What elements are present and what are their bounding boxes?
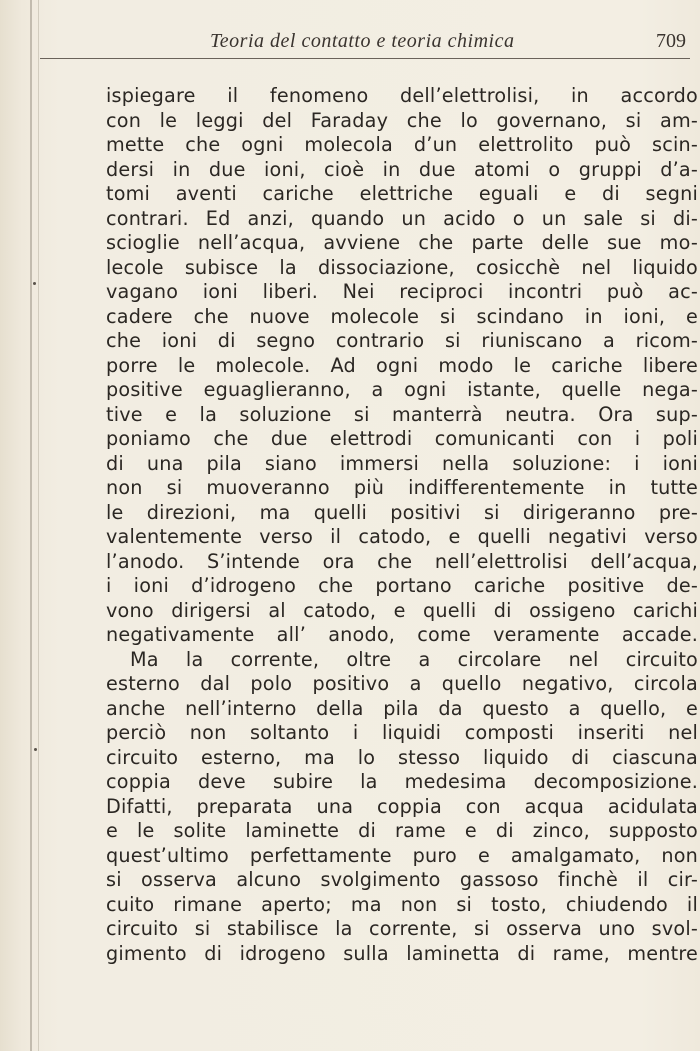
- text-line: cuito rimane aperto; ma non si tosto, chiudendo il: [106, 892, 698, 916]
- paragraph: [106, 84, 698, 648]
- text-line: vagano ioni liberi. Nei reciproci incontri può ac-: [106, 280, 698, 303]
- text-line: e le solite laminette di rame e di zinco, supposto: [106, 819, 698, 842]
- text-line: i ioni d’idrogeno che portano cariche positive de-: [106, 574, 698, 597]
- text-line: circuito si stabilisce la corrente, si osserva uno svol-: [106, 917, 698, 940]
- text-line: le direzioni, ma quelli positivi si dirigeranno pre-: [106, 500, 698, 524]
- text-line: tomi aventi cariche elettriche eguali e di segni: [106, 182, 698, 205]
- text-line: anche nell’interno della pila da questo a quello, e: [106, 696, 698, 720]
- running-header: [40, 28, 690, 59]
- text-line: Difatti, preparata una coppia con acqua acidulata: [106, 794, 698, 818]
- text-line: perciò non soltanto i liquidi composti inseriti nel: [106, 721, 698, 744]
- text-line: dersi in due ioni, cioè in due atomi o gruppi d’a-: [106, 157, 698, 181]
- page-gutter: [0, 0, 39, 1051]
- text-line: si osserva alcuno svolgimento gassoso finchè il cir-: [106, 868, 698, 891]
- text-line: ispiegare il fenomeno dell’elettrolisi, in accordo: [106, 84, 698, 107]
- text-line: coppia deve subire la medesima decomposizione.: [106, 770, 698, 793]
- paragraph: [106, 648, 698, 967]
- body-text: [106, 84, 698, 966]
- text-line: esterno dal polo positivo a quello negativo, circola: [106, 672, 698, 695]
- text-line: non si muoveranno più indifferentemente in tutte: [106, 476, 698, 499]
- text-line: positive eguaglieranno, a ogni istante, quelle nega-: [106, 378, 698, 401]
- text-line: di una pila siano immersi nella soluzione: i ioni: [106, 451, 698, 475]
- text-line: Ma la corrente, oltre a circolare nel circuito: [130, 647, 698, 671]
- running-title: Teoria del contatto e teoria chimica: [210, 30, 515, 52]
- text-line: contrari. Ed anzi, quando un acido o un sale si di-: [106, 206, 698, 230]
- text-line: che ioni di segno contrario si riuniscano a ricom-: [106, 329, 698, 352]
- text-line: porre le molecole. Ad ogni modo le cariche libere: [106, 353, 698, 377]
- ink-speck: [33, 282, 36, 285]
- text-line: vono dirigersi al catodo, e quelli di ossigeno carichi: [106, 598, 698, 622]
- text-line: valentemente verso il catodo, e quelli negativi verso: [106, 525, 698, 548]
- text-line: circuito esterno, ma lo stesso liquido di ciascuna: [106, 745, 698, 769]
- page-number: 709: [656, 30, 686, 52]
- text-line: scioglie nell’acqua, avviene che parte delle sue mo-: [106, 231, 698, 254]
- text-line: poniamo che due elettrodi comunicanti con i poli: [106, 427, 698, 450]
- text-line: cadere che nuove molecole si scindano in ioni, e: [106, 304, 698, 328]
- text-line: negativamente all’ anodo, come veramente accade.: [106, 623, 698, 646]
- text-line: mette che ogni molecola d’un elettrolito può scin-: [106, 133, 698, 156]
- ink-speck: [34, 748, 37, 751]
- text-line: tive e la soluzione si manterrà neutra. Ora sup-: [106, 402, 698, 426]
- gutter-line: [30, 0, 32, 1051]
- text-line: l’anodo. S’intende ora che nell’elettrolisi dell’acqua,: [106, 549, 698, 573]
- text-line: quest’ultimo perfettamente puro e amalgamato, non: [106, 843, 698, 867]
- text-line: con le leggi del Faraday che lo governano, si am-: [106, 108, 698, 132]
- text-line: lecole subisce la dissociazione, cosicchè nel liquido: [106, 255, 698, 279]
- text-line: gimento di idrogeno sulla laminetta di rame, mentre: [106, 941, 698, 965]
